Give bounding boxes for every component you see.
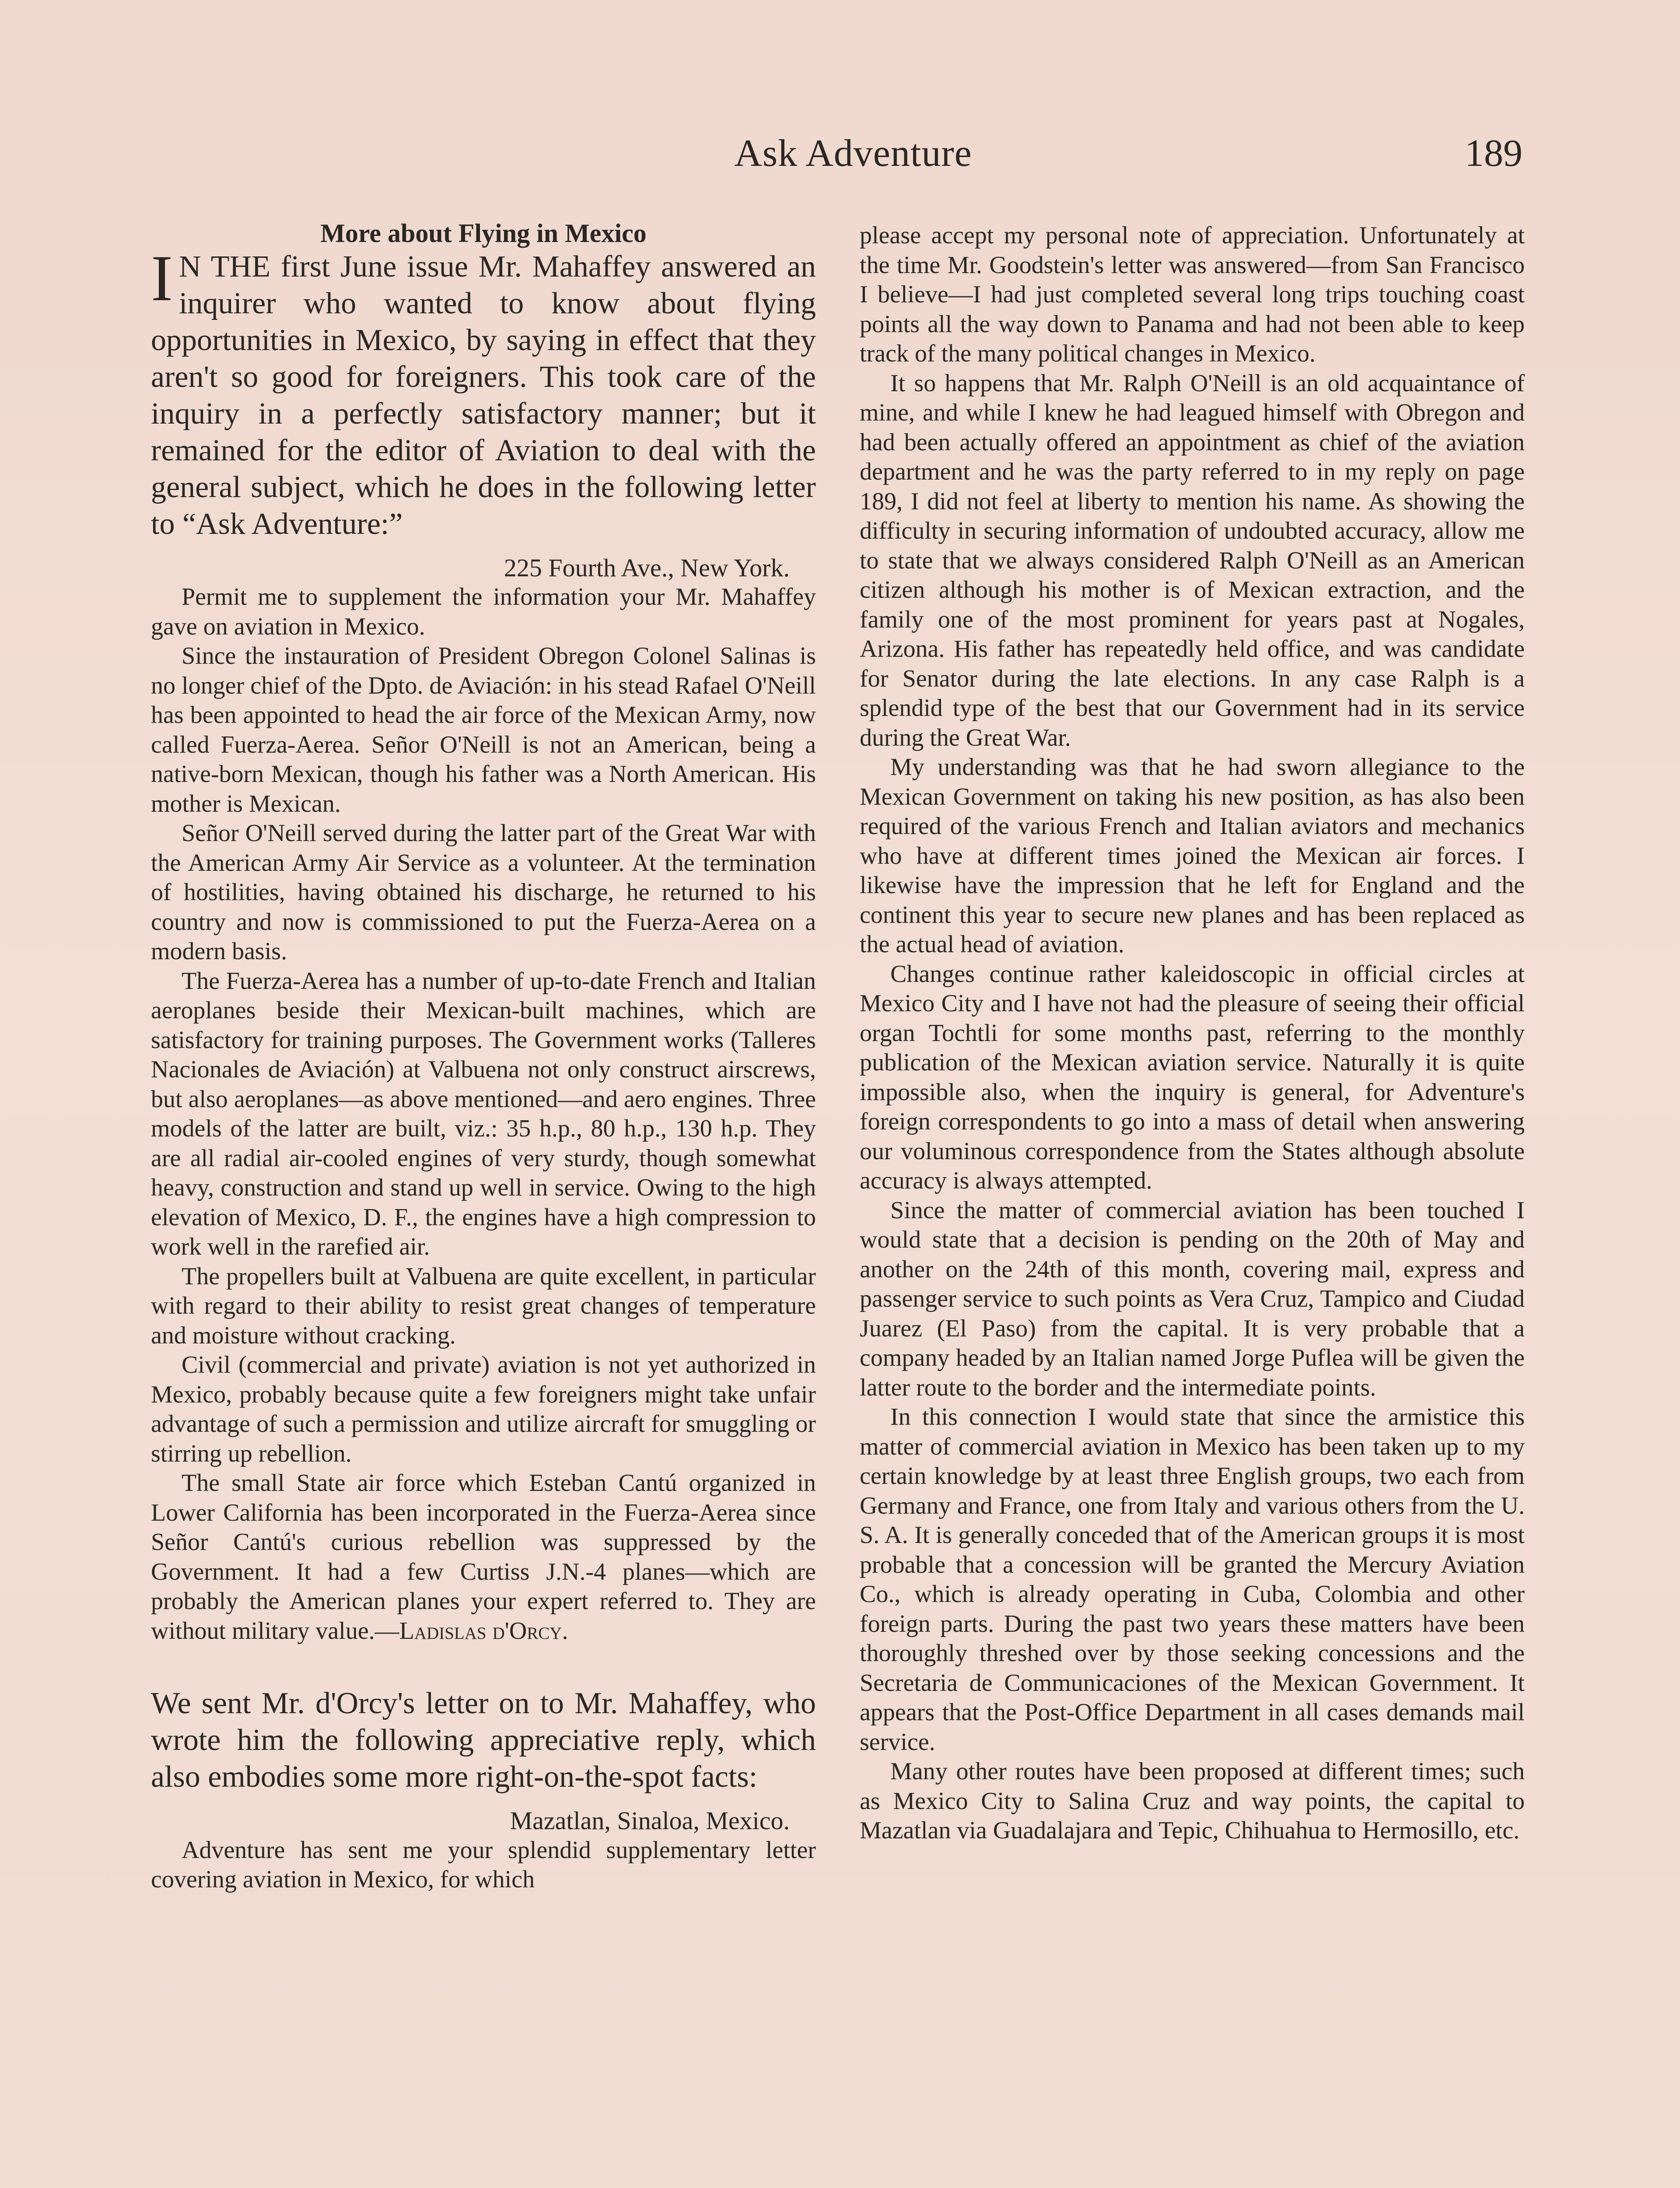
reply-paragraph: Changes continue rather kaleidoscopic in official circles at Mexico City and I have not had the pleasure of seeing their official organ Tochtli for some months past, referring to the monthly publication of the Mexican aviation service. Naturally it is quite impossible also, when the inquiry is general, for Adventure's foreign correspondents to go into a mass of detail when answering our voluminous correspondence from the States although absolute accuracy is always attempted. bbox=[860, 960, 1525, 1194]
left-column bbox=[151, 219, 816, 1895]
page-number: 189 bbox=[1465, 132, 1522, 175]
letter-address: 225 Fourth Ave., New York. bbox=[504, 553, 790, 582]
running-header: Ask Adventure bbox=[734, 132, 972, 175]
editor-intro-text: N THE first June issue Mr. Mahaffey answered an inquirer who wanted to know about flying opportunities in Mexico, by saying in effect that they aren't so good for foreigners. This took care of the inquiry in a perfectly satisfactory manner; but it remained for the editor of Aviation to deal with the general subject, which he does in the following letter to “Ask Adventure:” bbox=[151, 249, 816, 541]
letter-paragraph: Permit me to supplement the information your Mr. Mahaffey gave on aviation in Mexico. bbox=[151, 583, 816, 640]
letter-paragraph: Civil (commercial and private) aviation is not yet authorized in Mexico, probably because quite a few foreigners might take unfair advantage of such a permission and utilize aircraft for smuggling or stirring up rebellion. bbox=[151, 1351, 816, 1467]
reply-paragraph: please accept my personal note of appreciation. Unfortunately at the time Mr. Goodstein's letter was answered—from San Francisco I believe—I had just completed several long trips touching coast points all the way down to Panama and had not been able to keep track of the many political changes in Mexico. bbox=[860, 222, 1525, 367]
reply-paragraph: Many other routes have been proposed at different times; such as Mexico City to Salina Cruz and way points, the capital to Mazatlan via Guadalajara and Tepic, Chihuahua to Hermosillo, etc. bbox=[860, 1758, 1525, 1844]
editor-bridge: We sent Mr. d'Orcy's letter on to Mr. Mahaffey, who wrote him the following appreciative reply, which also embodies some more right-on-the-spot facts: bbox=[151, 1687, 816, 1794]
letter-paragraph: Since the instauration of President Obregon Colonel Salinas is no longer chief of the Dpto. de Aviación: in his stead Rafael O'Neill has been appointed to head the air force of the Mexican Army, now called Fuerza-Aerea. Señor O'Neill is not an American, being a native-born Mexican, though his father was a North American. His mother is Mexican. bbox=[151, 642, 816, 817]
reply-paragraph: Adventure has sent me your splendid supplementary letter covering aviation in Mexico, for which bbox=[151, 1836, 816, 1893]
letter-paragraph: The Fuerza-Aerea has a number of up-to-date French and Italian aeroplanes beside their Mexican-built machines, which are satisfactory for training purposes. The Government works (Talleres Nacionales de Aviación) at Valbuena not only construct airscrews, but also aeroplanes—as above mentioned—and aero engines. Three models of the latter are built, viz.: 35 h.p., 80 h.p., 130 h.p. They are all radial air-cooled engines of very sturdy, though somewhat heavy, construction and stand up well in service. Owing to the high elevation of Mexico, D. F., the engines have a high compression to work well in the rarefied air. bbox=[151, 967, 816, 1260]
editor-intro bbox=[151, 242, 816, 543]
reply-address: Mazatlan, Sinaloa, Mexico. bbox=[510, 1806, 790, 1835]
drop-cap: I bbox=[151, 242, 173, 315]
reply-paragraph: It so happens that Mr. Ralph O'Neill is an old acquaintance of mine, and while I knew he had leagued himself with Obregon and had been actually offered an appointment as chief of the aviation department and he was the party referred to in my reply on page 189, I did not feel at liberty to mention his name. As showing the difficulty in securing information of undoubted accuracy, allow me to state that we always considered Ralph O'Neill as an American citizen although his mother is of Mexican extraction, and the family one of the most prominent for years past at Nogales, Arizona. His father has repeatedly held office, and was candidate for Senator during the late elections. In any case Ralph is a splendid type of the best that our Government had in its service during the Great War. bbox=[860, 369, 1525, 751]
right-column bbox=[860, 221, 1525, 1846]
letter-paragraph: Señor O'Neill served during the latter part of the Great War with the American Army Air Service as a volunteer. At the termination of hostilities, having obtained his discharge, he returned to his country and now is commissioned to put the Fuerza-Aerea on a modern basis. bbox=[151, 820, 816, 965]
letter-paragraph-text: The small State air force which Esteban Cantú organized in Lower California has been incorporated in the Fuerza-Aerea since Señor Cantú's curious rebellion was suppressed by the Government. It had a few Curtiss J.N.-4 planes—which are probably the American planes your expert referred to. They are without military value.— bbox=[151, 1469, 816, 1645]
reply-paragraph: In this connection I would state that since the armistice this matter of commercial aviation in Mexico has been taken up to my certain knowledge by at least three English groups, two each from Germany and France, one from Italy and various others from the U. S. A. It is generally conceded that of the American groups it is most probable that a concession will be granted the Mercury Aviation Co., which is already operating in Cuba, Colombia and other foreign parts. During the past two years these matters have been thoroughly threshed over by those seeking concessions and the Secretaria de Communicaciones of the Mexican Government. It appears that the Post-Office Department in all cases demands mail service. bbox=[860, 1403, 1525, 1756]
letter-signature: Ladislas d'Orcy. bbox=[399, 1617, 568, 1645]
reply-paragraph: My understanding was that he had sworn allegiance to the Mexican Government on taking his new position, as has also been required of the various French and Italian aviators and mechanics who have at different times joined the Mexican air forces. I likewise have the impression that he left for England and the continent this year to secure new planes and has been replaced as the actual head of aviation. bbox=[860, 754, 1525, 958]
section-title: More about Flying in Mexico bbox=[320, 219, 647, 248]
reply-paragraph: Since the matter of commercial aviation has been touched I would state that a decision is pending on the 20th of May and another on the 24th of this month, covering mail, express and passenger service to such points as Vera Cruz, Tampico and Ciudad Juarez (El Paso) from the capital. It is very probable that a company headed by an Italian named Jorge Puflea will be given the latter route to the border and the intermediate points. bbox=[860, 1196, 1525, 1401]
letter-paragraph-signed bbox=[151, 1469, 816, 1646]
letter-paragraph: The propellers built at Valbuena are quite excellent, in particular with regard to their ability to resist great changes of temperature and moisture without cracking. bbox=[151, 1262, 816, 1349]
